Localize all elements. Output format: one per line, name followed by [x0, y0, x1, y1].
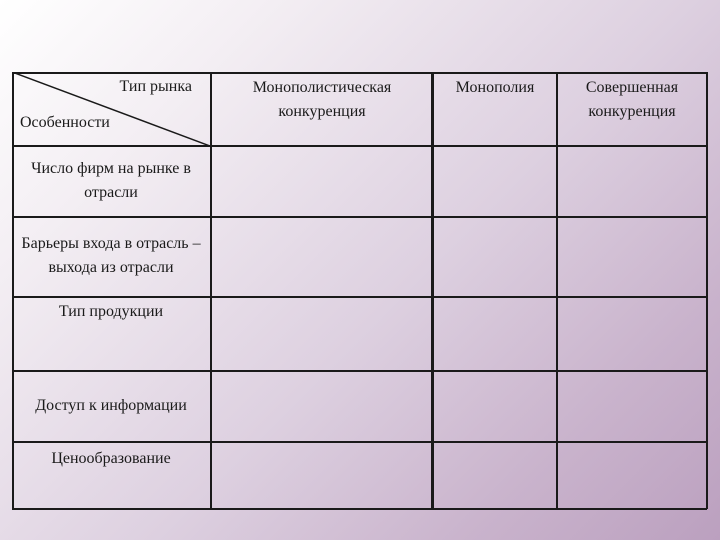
column-header-perfect-competition: Совершенная конкуренция — [585, 79, 679, 120]
column-header-monopolistic-competition: Монополистическая конкуренция — [252, 79, 392, 120]
table-border-left — [12, 72, 14, 509]
row-header-number-of-firms: Число фирм на рынке в отрасли — [31, 160, 191, 201]
table-cell-empty — [558, 146, 706, 216]
column-divider — [210, 72, 212, 509]
corner-market-type-label: Тип рынка — [119, 78, 192, 95]
row-divider — [12, 296, 707, 298]
table-border-right — [706, 72, 708, 509]
table-border-top — [12, 72, 707, 74]
row-divider — [12, 441, 707, 443]
column-header-monopoly: Монополия — [455, 79, 535, 96]
row-header-pricing: Ценообразование — [51, 450, 171, 467]
corner-features-label: Особенности — [20, 114, 110, 131]
table-border-bottom — [12, 508, 707, 510]
row-divider — [12, 370, 707, 372]
column-divider — [556, 72, 558, 509]
row-divider — [12, 216, 707, 218]
row-divider — [12, 145, 707, 147]
corner-header-cell — [12, 72, 210, 146]
table-cell-empty — [435, 146, 555, 216]
row-header-information-access: Доступ к информации — [35, 397, 187, 414]
row-header-entry-barriers: Барьеры входа в отрасль – выхода из отрасли — [21, 235, 201, 276]
column-divider-thick — [431, 72, 434, 509]
table-cell-empty — [212, 146, 432, 216]
row-header-product-type: Тип продукции — [58, 303, 164, 320]
